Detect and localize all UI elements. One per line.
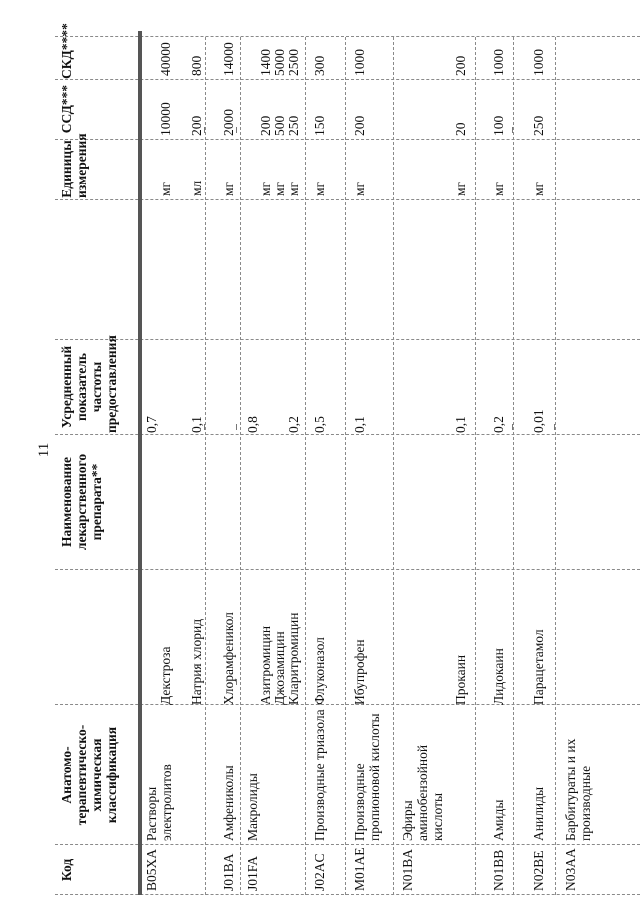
- skd-value: 1400: [258, 49, 273, 76]
- freq-value: 0,8: [245, 416, 260, 433]
- row-atc: Барбитураты и их производные: [563, 738, 593, 841]
- skd-value: 14000: [221, 42, 236, 76]
- freq-value: 0,1: [189, 416, 204, 433]
- ssd-value: 200: [352, 115, 367, 136]
- col-line: [55, 894, 640, 895]
- row-atc: Анилиды: [531, 786, 546, 841]
- tick-mark: [236, 679, 237, 685]
- col-line: [55, 199, 640, 200]
- row-code: N01BB: [491, 849, 506, 891]
- unit-value: мг: [221, 181, 236, 196]
- unit-value: мг: [286, 181, 301, 196]
- freq-value: 0,1: [453, 416, 468, 433]
- drug-name: Декстроза: [158, 646, 173, 705]
- unit-value: мл: [189, 180, 204, 196]
- drug-name: Джозамицин: [272, 631, 287, 705]
- row-atc: Растворы электролитов: [144, 764, 174, 841]
- drug-name: Флуконазол: [312, 637, 327, 705]
- row-line: [555, 37, 556, 895]
- page-number: 11: [36, 442, 52, 458]
- unit-value: мг: [453, 181, 468, 196]
- row-line: [205, 37, 206, 895]
- drug-name: Кларитромицин: [286, 612, 301, 705]
- tick-mark: [236, 127, 237, 133]
- tick-mark: [236, 424, 237, 430]
- tick-mark: [512, 127, 513, 133]
- row-line: [393, 37, 394, 895]
- unit-value: мг: [258, 181, 273, 196]
- skd-value: 5000: [272, 49, 287, 76]
- row-code: J02AC: [312, 853, 327, 891]
- ssd-value: 500: [272, 115, 287, 136]
- row-code: N02BE: [531, 850, 546, 891]
- skd-value: 2500: [286, 49, 301, 76]
- unit-value: мг: [491, 181, 506, 196]
- tick-mark: [554, 424, 555, 430]
- ssd-value: 100: [491, 115, 506, 136]
- row-line: [513, 37, 514, 895]
- unit-value: мг: [531, 181, 546, 196]
- skd-value: 40000: [158, 42, 173, 76]
- row-atc: Производные пропионовой кислоты: [352, 713, 382, 841]
- row-code: N03AA: [563, 848, 578, 891]
- drug-name: Лидокаин: [491, 648, 506, 705]
- header-unit: Единицы измерения: [59, 133, 89, 198]
- skd-value: 300: [312, 55, 327, 76]
- header-drug: Наименование лекарственного препарата**: [59, 453, 104, 551]
- row-code: N01BA: [400, 848, 415, 891]
- row-atc: Макролиды: [245, 773, 260, 841]
- row-code: M01AE: [352, 847, 367, 891]
- col-line: [55, 844, 640, 845]
- row-code: B05XA: [144, 848, 159, 891]
- row-line: [345, 37, 346, 895]
- unit-value: мг: [272, 181, 287, 196]
- col-line: [55, 569, 640, 570]
- header-ssd: ССД***: [59, 84, 74, 134]
- col-line: [55, 434, 640, 435]
- tick-mark: [204, 424, 205, 430]
- col-line: [55, 139, 640, 140]
- ssd-value: 200: [258, 115, 273, 136]
- tick-mark: [204, 127, 205, 133]
- unit-value: мг: [312, 181, 327, 196]
- freq-value: 0,2: [286, 416, 301, 433]
- drug-name: Хлорамфеникол: [221, 612, 236, 705]
- col-line: [55, 36, 640, 37]
- skd-value: 1000: [531, 49, 546, 76]
- col-line: [55, 704, 640, 705]
- row-line: [240, 37, 241, 895]
- freq-value: 0,5: [312, 416, 327, 433]
- row-code: J01FA: [245, 855, 260, 891]
- row-atc: Амиды: [491, 799, 506, 841]
- drug-name: Ибупрофен: [352, 639, 367, 705]
- drug-table: [55, 0, 640, 905]
- freq-value: 0,2: [491, 416, 506, 433]
- row-atc: Амфениколы: [221, 765, 236, 841]
- freq-value: 0,01: [531, 409, 546, 433]
- freq-value: 0,1: [352, 416, 367, 433]
- freq-value: 0,7: [144, 416, 159, 433]
- skd-value: 1000: [352, 49, 367, 76]
- row-code: J01BA: [221, 853, 236, 891]
- ssd-value: 200: [189, 115, 204, 136]
- drug-name: Азитромицин: [258, 625, 273, 705]
- header-atc: Анатомо-терапевтическо-химическая классификация: [59, 724, 119, 826]
- ssd-value: 20: [453, 122, 468, 136]
- ssd-value: 250: [531, 115, 546, 136]
- drug-name: Прокаин: [453, 654, 468, 705]
- skd-value: 200: [453, 55, 468, 76]
- col-line: [55, 339, 640, 340]
- tick-mark: [512, 424, 513, 430]
- unit-value: мг: [352, 181, 367, 196]
- row-atc: Эфиры аминобензойной кислоты: [400, 744, 445, 841]
- drug-name: Натрия хлорид: [189, 618, 204, 705]
- ssd-value: 250: [286, 115, 301, 136]
- ssd-value: 10000: [158, 102, 173, 136]
- drug-name: Парацетамол: [531, 629, 546, 705]
- skd-value: 800: [189, 55, 204, 76]
- skd-value: 1000: [491, 49, 506, 76]
- header-code: Код: [59, 858, 74, 882]
- row-atc: Производные триазола: [312, 709, 327, 841]
- header-freq: Усредненный показатель частоты предоставления: [59, 335, 119, 433]
- row-line: [305, 37, 306, 895]
- col-line: [55, 79, 640, 80]
- header-skd: СКД****: [59, 23, 74, 79]
- unit-value: мг: [158, 181, 173, 196]
- header-rule: [138, 31, 142, 895]
- row-line: [475, 37, 476, 895]
- ssd-value: 2000: [221, 109, 236, 136]
- ssd-value: 150: [312, 115, 327, 136]
